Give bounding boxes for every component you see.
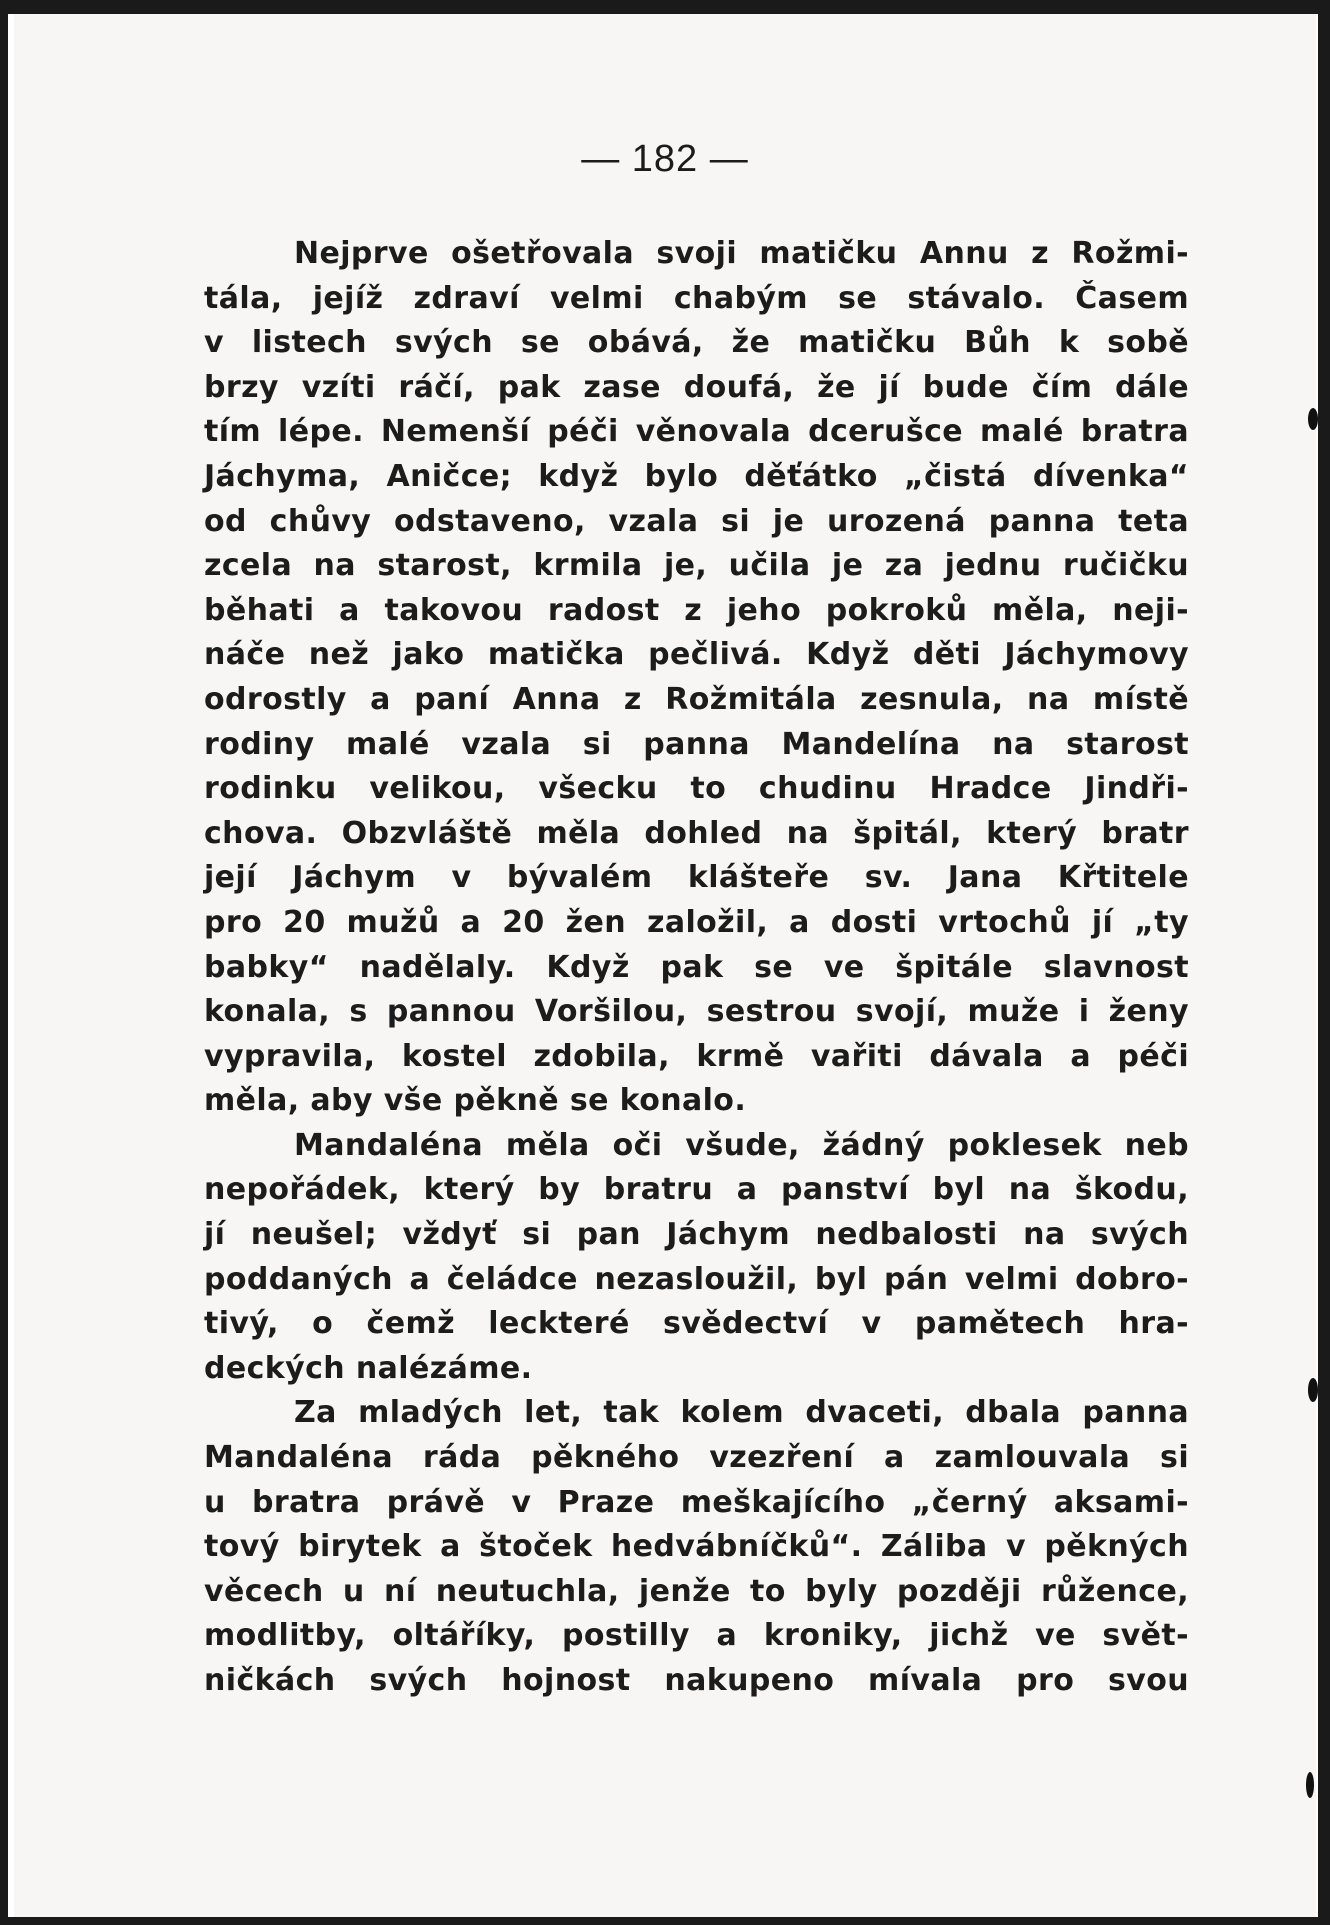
text-line: ničkách svých hojnost nakupeno mívala pro svou [204,1663,1189,1698]
text-line: rodiny malé vzala si panna Mandelína na starost [204,726,1189,762]
text-line: brzy vzíti ráčí, pak zase doufá, že jí bude čím dále [204,369,1189,405]
text-line: tála, jejíž zdraví velmi chabým se stávalo. Časem [204,280,1189,316]
scan-border-bottom [0,1917,1330,1925]
binding-hole-mark [1306,1772,1314,1798]
text-line: od chůvy odstaveno, vzala si je urozená panna teta [204,503,1189,539]
text-line: tivý, o čemž leckteré svědectví v pamětech hra- [204,1306,1189,1342]
scan-border-left [0,0,8,1925]
text-line: konala, s pannou Voršilou, sestrou svojí, muže i ženy [204,994,1189,1030]
text-line: tový birytek a štoček hedvábníčků“. Záliba v pěkných [204,1529,1189,1565]
text-line: zcela na starost, krmila je, učila je za jednu ručičku [204,548,1189,584]
scan-border-right [1318,0,1330,1925]
text-line: náče než jako matička pečlivá. Když děti Jáchymovy [204,637,1189,673]
text-line: chova. Obzvláště měla dohled na špitál, který bratr [204,815,1189,851]
text-line: modlitby, oltáříky, postilly a kroniky, jichž ve svět- [204,1618,1189,1654]
text-line: Za mladých let, tak kolem dvaceti, dbala panna [294,1395,1189,1431]
text-line: její Jáchym v bývalém klášteře sv. Jana Křtitele [204,860,1189,896]
text-line: jí neušel; vždyť si pan Jáchym nedbalosti na svých [204,1217,1189,1253]
text-line: odrostly a paní Anna z Rožmitála zesnula, na místě [204,681,1189,717]
text-line: nepořádek, který by bratru a panství byl na škodu, [204,1172,1189,1208]
binding-hole-mark [1308,1378,1318,1402]
text-line: babky“ nadělaly. Když pak se ve špitále slavnost [204,949,1189,985]
text-line: v listech svých se obává, že matičku Bůh k sobě [204,325,1189,361]
text-line: Mandaléna měla oči všude, žádný poklesek neb [294,1127,1189,1163]
text-line: tím lépe. Nemenší péči věnovala dcerušce malé bratra [204,414,1189,450]
scan-border-top [0,0,1330,14]
text-line: měla, aby vše pěkně se konalo. [204,1083,747,1119]
text-line: u bratra právě v Praze meškajícího „černý aksami- [204,1484,1189,1520]
text-line: pro 20 mužů a 20 žen založil, a dosti vrtochů jí „ty [204,904,1189,940]
text-line: Jáchyma, Aničce; když bylo děťátko „čistá dívenka“ [204,458,1189,494]
text-line: poddaných a čeládce nezasloužil, byl pán velmi dobro- [204,1261,1189,1297]
text-line: běhati a takovou radost z jeho pokroků měla, neji- [204,592,1189,628]
text-line: věcech u ní neutuchla, jenže to byly později růžence, [204,1573,1189,1609]
text-line: Nejprve ošetřovala svoji matičku Annu z Rožmi- [294,236,1189,271]
body-text [204,232,1189,1704]
text-line: rodinku velikou, všecku to chudinu Hradce Jindři- [204,771,1189,807]
text-line: vypravila, kostel zdobila, krmě vařiti dávala a péči [204,1038,1189,1074]
binding-hole-mark [1308,408,1318,430]
text-line: deckých nalézáme. [204,1350,533,1386]
book-page [14,14,1316,1917]
text-line: Mandaléna ráda pěkného vzezření a zamlouvala si [204,1440,1189,1476]
page-number: — 182 — [581,138,749,180]
